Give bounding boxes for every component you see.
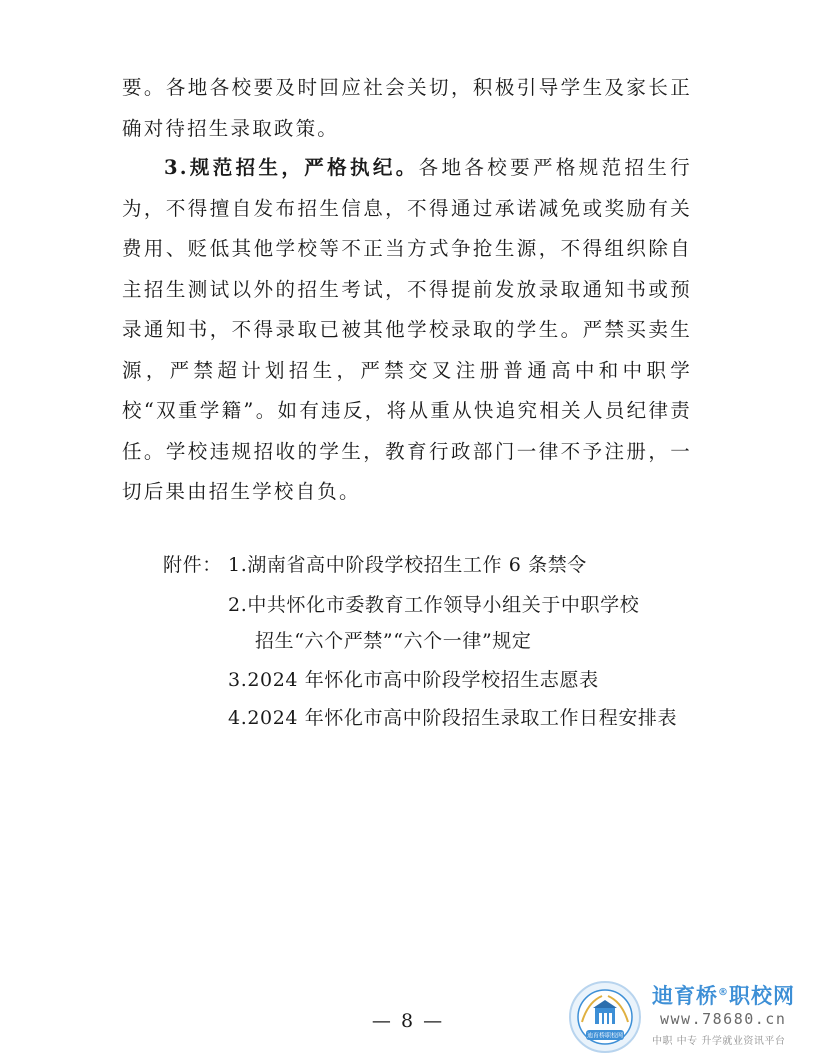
attachment-item-2: 2.中共怀化市委教育工作领导小组关于中职学校 (228, 594, 640, 616)
attachments-label: 附件： (163, 554, 222, 576)
section-body: 各地各校要严格规范招生行为，不得擅自发布招生信息，不得通过承诺减免或奖励有关费用、贬低其他学校等不正当方式争抢生源，不得组织除自主招生测试以外的招生考试，不得提前发放录取通知书或预录通知书，不得录取已被其他学校录取的学生。严禁买卖生源，严禁超计划招生，严禁交叉注册普通高中和中职学校“双重学籍”。如有违反，将从重从快追究相关人员纪律责任。学校违规招收的学生，教育行政部门一律不予注册，一切后果由招生学校自负。 (122, 156, 692, 503)
attachment-item-1: 1.湖南省高中阶段学校招生工作 6 条禁令 (228, 554, 587, 576)
body-paragraph-1: 要。各地各校要及时回应社会关切，积极引导学生及家长正确对待招生录取政策。 (122, 76, 692, 140)
section-heading: 3.规范招生，严格执纪。 (164, 156, 419, 179)
attachment-item-4: 4.2024 年怀化市高中阶段招生录取工作日程安排表 (228, 707, 678, 729)
watermark-url: www.78680.cn (660, 1010, 787, 1028)
page-number: — 8 — (371, 1010, 445, 1032)
attachment-item-3: 3.2024 年怀化市高中阶段学校招生志愿表 (228, 669, 599, 691)
body-paragraph-2 (122, 148, 692, 513)
watermark-tagline: 中职 中专 升学就业资讯平台 (652, 1036, 786, 1047)
watermark (560, 970, 816, 1056)
school-logo-icon (568, 980, 642, 1054)
watermark-brand: 迪育桥®职校网 (652, 984, 795, 1008)
attachment-item-2-continued: 招生“六个严禁”“六个一律”规定 (255, 630, 532, 652)
logo-text: 迪育桥职校网 (586, 1032, 624, 1040)
